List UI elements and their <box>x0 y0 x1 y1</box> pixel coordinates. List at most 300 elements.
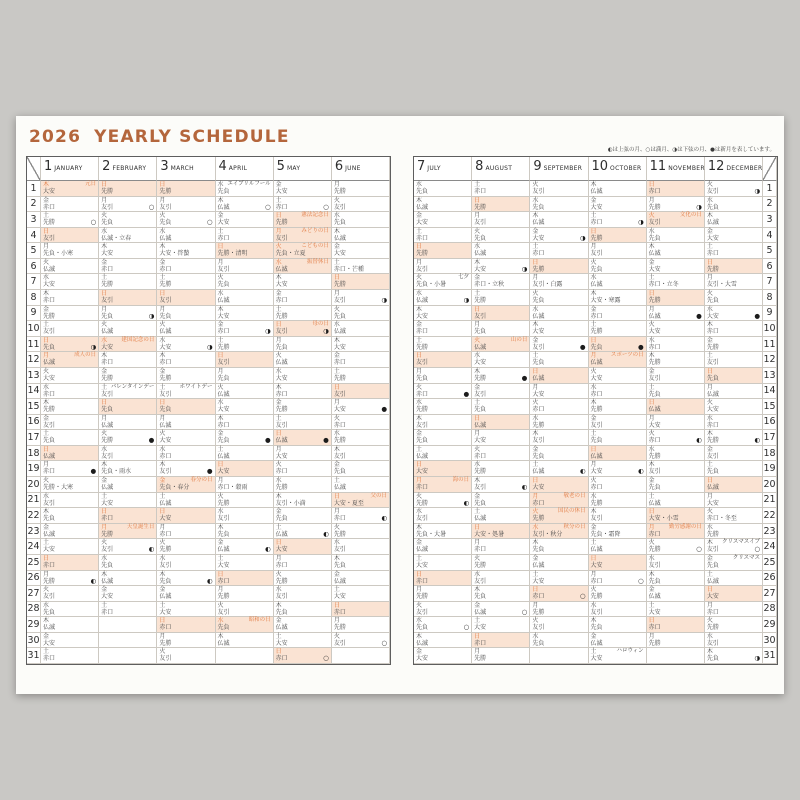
rokuyo-label: 赤口 <box>217 328 230 336</box>
rokuyo-label: 先勝 <box>159 639 172 647</box>
weekday-label: 日 <box>101 181 108 188</box>
day-cell-2-15 <box>99 399 157 415</box>
weekday-label: 水 <box>217 617 224 625</box>
rokuyo-label: 先負 <box>648 234 661 242</box>
rokuyo-label: 先負 <box>217 437 230 445</box>
day-cell-4-15 <box>216 399 274 415</box>
day-cell-3-25 <box>157 555 215 571</box>
day-cell-5-6 <box>274 259 332 275</box>
day-cell-6-28 <box>332 602 390 618</box>
day-cell-10-13 <box>589 368 647 384</box>
row-number: 5 <box>763 243 777 259</box>
weekday-label: 水 <box>275 258 282 266</box>
row-number: 16 <box>27 415 41 431</box>
event-label: ハロウィン <box>616 648 644 655</box>
day-cell-10-19 <box>589 461 647 477</box>
moon-phase-icon: ● <box>696 311 702 320</box>
row-number: 24 <box>27 539 41 555</box>
day-cell-3-5 <box>157 243 215 259</box>
event-label: 七夕 <box>458 274 470 281</box>
rokuyo-label: 先負 <box>648 484 661 492</box>
day-cell-5-26 <box>274 571 332 587</box>
day-cell-4-6 <box>216 259 274 275</box>
weekday-label: 金 <box>590 414 597 422</box>
day-cell-3-19 <box>157 461 215 477</box>
weekday-label: 水 <box>333 539 340 547</box>
rokuyo-label: 大安 <box>275 546 288 554</box>
day-cell-4-3 <box>216 212 274 228</box>
moon-phase-icon: ○ <box>696 545 702 554</box>
day-cell-11-9 <box>647 306 705 322</box>
rokuyo-label: 大安 <box>43 374 56 382</box>
weekday-label: 木 <box>706 321 713 329</box>
weekday-label: 土 <box>275 305 282 313</box>
rokuyo-label: 先勝 <box>333 530 346 538</box>
day-cell-9-3 <box>530 212 588 228</box>
weekday-label: 木 <box>43 290 50 298</box>
weekday-label: 月 <box>532 492 539 500</box>
month-name: SEPTEMBER <box>543 165 583 172</box>
rokuyo-label: 先負 <box>43 437 56 445</box>
day-cell-6-30 <box>332 633 390 649</box>
day-cell-10-1 <box>589 181 647 197</box>
rokuyo-label: 赤口 <box>474 639 487 647</box>
weekday-label: 月 <box>648 196 655 204</box>
rokuyo-label: 先勝 <box>275 484 288 492</box>
weekday-label: 土 <box>333 367 340 375</box>
moon-phase-icon: ○ <box>521 607 528 616</box>
rokuyo-label: 大安 <box>275 281 288 289</box>
weekday-label: 日 <box>217 352 224 360</box>
day-cell-4-24 <box>216 539 274 555</box>
rokuyo-label: 仏滅 <box>706 484 719 492</box>
day-cell-7-23 <box>414 524 472 540</box>
weekday-label: 日 <box>159 290 166 298</box>
weekday-label: 月 <box>275 554 282 562</box>
day-cell-3-17 <box>157 430 215 446</box>
weekday-label: 火 <box>706 617 713 625</box>
weekday-label: 金 <box>590 523 597 531</box>
weekday-label: 月 <box>648 523 655 531</box>
day-cell-3-16 <box>157 415 215 431</box>
day-cell-8-14 <box>472 384 530 400</box>
weekday-label: 月 <box>217 258 224 266</box>
day-cell-9-29 <box>530 617 588 633</box>
weekday-label: 土 <box>532 243 539 251</box>
rokuyo-label: 友引 <box>648 468 661 476</box>
weekday-label: 金 <box>648 367 655 375</box>
rokuyo-label: 仏滅 <box>43 624 56 632</box>
day-cell-11-10 <box>647 321 705 337</box>
day-cell-10-3 <box>589 212 647 228</box>
rokuyo-label: 先勝・大寒 <box>43 484 74 492</box>
day-cell-3-8 <box>157 290 215 306</box>
rokuyo-label: 仏滅 <box>101 328 114 336</box>
day-cell-4-5 <box>216 243 274 259</box>
weekday-label: 日 <box>532 477 539 485</box>
weekday-label: 日 <box>275 539 282 547</box>
weekday-label: 木 <box>159 243 166 251</box>
day-cell-7-30 <box>414 633 472 649</box>
rokuyo-label: 大安 <box>590 203 603 211</box>
weekday-label: 月 <box>275 227 282 235</box>
row-number: 6 <box>27 259 41 275</box>
rokuyo-label: 友引 <box>43 234 56 242</box>
day-cell-11-14 <box>647 384 705 400</box>
weekday-label: 木 <box>706 212 713 220</box>
day-cell-10-11 <box>589 337 647 353</box>
rokuyo-label: 赤口 <box>648 624 661 632</box>
day-cell-5-14 <box>274 384 332 400</box>
day-cell-11-22 <box>647 508 705 524</box>
rokuyo-label: 先勝 <box>333 374 346 382</box>
weekday-label: 金 <box>416 321 423 329</box>
weekday-label: 土 <box>706 461 713 469</box>
rokuyo-label: 大安 <box>43 639 56 647</box>
row-number: 14 <box>763 384 777 400</box>
weekday-label: 月 <box>101 523 108 531</box>
day-cell-7-4 <box>414 228 472 244</box>
day-cell-9-26 <box>530 571 588 587</box>
weekday-label: 月 <box>474 321 481 329</box>
day-cell-1-6 <box>41 259 99 275</box>
moon-phase-icon: ◑ <box>90 342 97 351</box>
rokuyo-label: 仏滅 <box>474 515 487 523</box>
rokuyo-label: 大安 <box>706 499 719 507</box>
rokuyo-label: 先負 <box>43 608 56 616</box>
day-cell-4-19 <box>216 461 274 477</box>
day-cell-10-18 <box>589 446 647 462</box>
weekday-label: 土 <box>275 523 282 531</box>
day-cell-6-14 <box>332 384 390 400</box>
row-number: 10 <box>27 321 41 337</box>
day-cell-6-17 <box>332 430 390 446</box>
day-cell-8-17 <box>472 430 530 446</box>
rokuyo-label: 大安 <box>590 374 603 382</box>
row-number: 19 <box>763 461 777 477</box>
rokuyo-label: 先負 <box>43 515 56 523</box>
rokuyo-label: 大安 <box>159 515 172 523</box>
weekday-label: 火 <box>416 383 423 391</box>
day-cell-10-24 <box>589 539 647 555</box>
day-cell-6-6 <box>332 259 390 275</box>
moon-phase-icon: ○ <box>264 202 271 211</box>
moon-phase-icon: ○ <box>90 218 97 227</box>
rokuyo-label: 先勝 <box>706 437 719 445</box>
weekday-label: 日 <box>648 617 655 625</box>
rokuyo-label: 大安 <box>101 343 114 351</box>
event-label: 国民の休日 <box>557 508 586 515</box>
weekday-label: 月 <box>706 383 713 391</box>
month-header-march <box>157 157 215 181</box>
row-number: 16 <box>763 415 777 431</box>
row-number: 22 <box>763 508 777 524</box>
weekday-label: 月 <box>590 243 597 251</box>
day-cell-3-3 <box>157 212 215 228</box>
weekday-label: 木 <box>159 461 166 469</box>
day-cell-3-10 <box>157 321 215 337</box>
weekday-label: 月 <box>159 414 166 422</box>
day-cell-7-12 <box>414 352 472 368</box>
day-cell-1-16 <box>41 415 99 431</box>
row-number: 5 <box>27 243 41 259</box>
weekday-label: 水 <box>416 617 423 625</box>
day-cell-8-1 <box>472 181 530 197</box>
event-label: 元日 <box>85 181 97 187</box>
weekday-label: 水 <box>416 290 423 298</box>
day-cell-12-29 <box>705 617 763 633</box>
rokuyo-label: 先負 <box>706 203 719 211</box>
row-number: 31 <box>763 648 777 664</box>
weekday-label: 金 <box>648 258 655 266</box>
weekday-label: 日 <box>648 399 655 407</box>
month-header-june <box>332 157 390 181</box>
day-cell-8-24 <box>472 539 530 555</box>
rokuyo-label: 仏滅 <box>416 297 429 305</box>
rokuyo-label: 赤口 <box>159 265 172 273</box>
weekday-label: 月 <box>275 336 282 344</box>
day-cell-8-18 <box>472 446 530 462</box>
day-cell-11-3 <box>647 212 705 228</box>
weekday-label: 日 <box>416 352 423 360</box>
rokuyo-label: 先負 <box>532 359 545 367</box>
day-cell-5-19 <box>274 461 332 477</box>
weekday-label: 金 <box>275 508 282 516</box>
moon-phase-icon: ○ <box>381 638 387 647</box>
rokuyo-label: 仏滅 <box>275 624 288 632</box>
empty-cell <box>99 633 157 649</box>
rokuyo-label: 先負 <box>333 219 346 227</box>
rokuyo-label: 大安 <box>275 639 288 647</box>
rokuyo-label: 先負 <box>706 468 719 476</box>
rokuyo-label: 大安 <box>648 265 661 273</box>
weekday-label: 水 <box>590 274 597 282</box>
day-cell-12-12 <box>705 352 763 368</box>
event-label: スポーツの日 <box>610 352 644 359</box>
rokuyo-label: 仏滅 <box>217 297 230 305</box>
row-number: 24 <box>763 539 777 555</box>
rokuyo-label: 赤口 <box>416 328 429 336</box>
rokuyo-label: 先負 <box>532 297 545 305</box>
day-cell-11-27 <box>647 586 705 602</box>
day-cell-9-4 <box>530 228 588 244</box>
weekday-label: 日 <box>217 461 224 469</box>
row-number: 21 <box>27 493 41 509</box>
moon-phase-icon: ● <box>579 342 586 351</box>
weekday-label: 金 <box>43 196 50 204</box>
day-cell-3-24 <box>157 539 215 555</box>
day-cell-6-22 <box>332 508 390 524</box>
weekday-label: 火 <box>217 383 224 391</box>
weekday-label: 木 <box>333 227 340 235</box>
weekday-label: 火 <box>101 539 108 547</box>
rokuyo-label: 先勝 <box>101 530 114 538</box>
rokuyo-label: 先負 <box>706 297 719 305</box>
rokuyo-label: 仏滅 <box>706 577 719 585</box>
rokuyo-label: 先勝 <box>474 655 487 663</box>
rokuyo-label: 先勝 <box>648 359 661 367</box>
day-cell-7-27 <box>414 586 472 602</box>
weekday-label: 木 <box>217 305 224 313</box>
day-cell-2-20 <box>99 477 157 493</box>
day-cell-5-29 <box>274 617 332 633</box>
weekday-label: 水 <box>706 196 713 204</box>
rokuyo-label: 先負・霜降 <box>590 530 621 538</box>
day-cell-8-15 <box>472 399 530 415</box>
day-cell-7-18 <box>414 446 472 462</box>
day-cell-6-13 <box>332 368 390 384</box>
rokuyo-label: 先勝 <box>532 421 545 429</box>
day-cell-12-19 <box>705 461 763 477</box>
moon-phase-icon: ○ <box>148 202 155 211</box>
rokuyo-label: 仏滅 <box>474 608 487 616</box>
weekday-label: 木 <box>333 554 340 562</box>
day-cell-10-28 <box>589 602 647 618</box>
rokuyo-label: 先勝 <box>333 281 346 289</box>
rokuyo-label: 仏滅 <box>333 234 346 242</box>
day-cell-3-27 <box>157 586 215 602</box>
month-name: JUNE <box>345 165 361 172</box>
rokuyo-label: 先負 <box>101 219 114 227</box>
rokuyo-label: 友引 <box>43 499 56 507</box>
event-label: 敬老の日 <box>563 492 586 499</box>
rokuyo-label: 先勝 <box>217 343 230 351</box>
rokuyo-label: 赤口 <box>43 561 56 569</box>
weekday-label: 金 <box>43 523 50 531</box>
day-cell-8-29 <box>472 617 530 633</box>
weekday-label: 金 <box>416 212 423 220</box>
rokuyo-label: 赤口 <box>416 390 429 398</box>
weekday-label: 月 <box>43 461 50 469</box>
title-year: 2026 <box>29 127 82 147</box>
weekday-label: 水 <box>275 367 282 375</box>
rokuyo-label: 大安 <box>532 577 545 585</box>
row-number: 11 <box>763 337 777 353</box>
weekday-label: 日 <box>275 321 282 329</box>
weekday-label: 火 <box>43 258 50 266</box>
day-cell-12-2 <box>705 197 763 213</box>
day-cell-12-5 <box>705 243 763 259</box>
rokuyo-label: 仏滅 <box>159 593 172 601</box>
weekday-label: 月 <box>416 477 423 485</box>
weekday-label: 月 <box>416 367 423 375</box>
day-cell-4-26 <box>216 571 274 587</box>
weekday-label: 月 <box>590 352 597 360</box>
weekday-label: 水 <box>416 508 423 516</box>
weekday-label: 土 <box>217 227 224 235</box>
weekday-label: 金 <box>532 445 539 453</box>
rokuyo-label: 赤口 <box>532 499 545 507</box>
month-header-november <box>647 157 705 181</box>
weekday-label: 水 <box>590 492 597 500</box>
event-label: クリスマスイブ <box>721 539 760 546</box>
day-cell-11-30 <box>647 633 705 649</box>
weekday-label: 火 <box>590 586 597 594</box>
day-cell-4-4 <box>216 228 274 244</box>
row-number: 23 <box>763 524 777 540</box>
rokuyo-label: 赤口 <box>333 421 346 429</box>
rokuyo-label: 先負 <box>159 312 172 320</box>
weekday-label: 日 <box>333 492 340 500</box>
day-cell-10-15 <box>589 399 647 415</box>
rokuyo-label: 大安 <box>474 359 487 367</box>
weekday-label: 日 <box>43 227 50 235</box>
rokuyo-label: 先勝 <box>43 406 56 414</box>
weekday-label: 火 <box>590 477 597 485</box>
rokuyo-label: 大安 <box>590 655 603 663</box>
rokuyo-label: 大安 <box>275 452 288 460</box>
rokuyo-label: 赤口 <box>275 203 288 211</box>
weekday-label: 日 <box>43 445 50 453</box>
weekday-label: 土 <box>416 336 423 344</box>
event-label: 憲法記念日 <box>301 212 329 219</box>
day-cell-8-31 <box>472 648 530 664</box>
rokuyo-label: 友引 <box>159 297 172 305</box>
weekday-label: 火 <box>648 321 655 329</box>
day-cell-10-23 <box>589 524 647 540</box>
day-cell-1-5 <box>41 243 99 259</box>
weekday-label: 日 <box>590 554 597 562</box>
rokuyo-label: 大安 <box>217 406 230 414</box>
weekday-label: 金 <box>333 352 340 360</box>
weekday-label: 金 <box>532 554 539 562</box>
day-cell-8-5 <box>472 243 530 259</box>
day-cell-2-8 <box>99 290 157 306</box>
rokuyo-label: 先負・雨水 <box>101 468 132 476</box>
rokuyo-label: 仏滅 <box>590 188 603 195</box>
day-cell-2-6 <box>99 259 157 275</box>
weekday-label: 土 <box>333 258 340 266</box>
day-cell-5-13 <box>274 368 332 384</box>
weekday-label: 月 <box>590 570 597 578</box>
rokuyo-label: 大安 <box>532 328 545 336</box>
weekday-label: 日 <box>275 648 282 656</box>
rokuyo-label: 先勝 <box>474 468 487 476</box>
weekday-label: 月 <box>416 258 423 266</box>
rokuyo-label: 先負・立夏 <box>275 250 306 258</box>
month-number: 10 <box>591 159 609 174</box>
row-number: 13 <box>763 368 777 384</box>
weekday-label: 木 <box>275 383 282 391</box>
day-cell-7-26 <box>414 571 472 587</box>
rokuyo-label: 赤口 <box>217 234 230 242</box>
weekday-label: 土 <box>474 181 481 188</box>
rokuyo-label: 先勝 <box>648 452 661 460</box>
rokuyo-label: 赤口 <box>532 593 545 601</box>
day-cell-9-17 <box>530 430 588 446</box>
weekday-label: 土 <box>43 212 50 220</box>
day-cell-9-24 <box>530 539 588 555</box>
weekday-label: 木 <box>159 352 166 360</box>
weekday-label: 日 <box>159 617 166 625</box>
rokuyo-label: 赤口 <box>333 515 346 523</box>
rokuyo-label: 赤口 <box>333 359 346 367</box>
day-cell-2-27 <box>99 586 157 602</box>
weekday-label: 日 <box>532 586 539 594</box>
empty-cell <box>99 617 157 633</box>
rokuyo-label: 先勝 <box>590 328 603 336</box>
weekday-label: 金 <box>532 336 539 344</box>
event-label: 勤労感謝の日 <box>668 523 702 530</box>
day-cell-5-1 <box>274 181 332 197</box>
weekday-label: 金 <box>706 336 713 344</box>
weekday-label: 火 <box>159 212 166 220</box>
moon-phase-icon: ○ <box>323 202 329 211</box>
rokuyo-label: 先負 <box>474 328 487 336</box>
day-cell-3-7 <box>157 274 215 290</box>
day-cell-5-22 <box>274 508 332 524</box>
weekday-label: 水 <box>43 601 50 609</box>
